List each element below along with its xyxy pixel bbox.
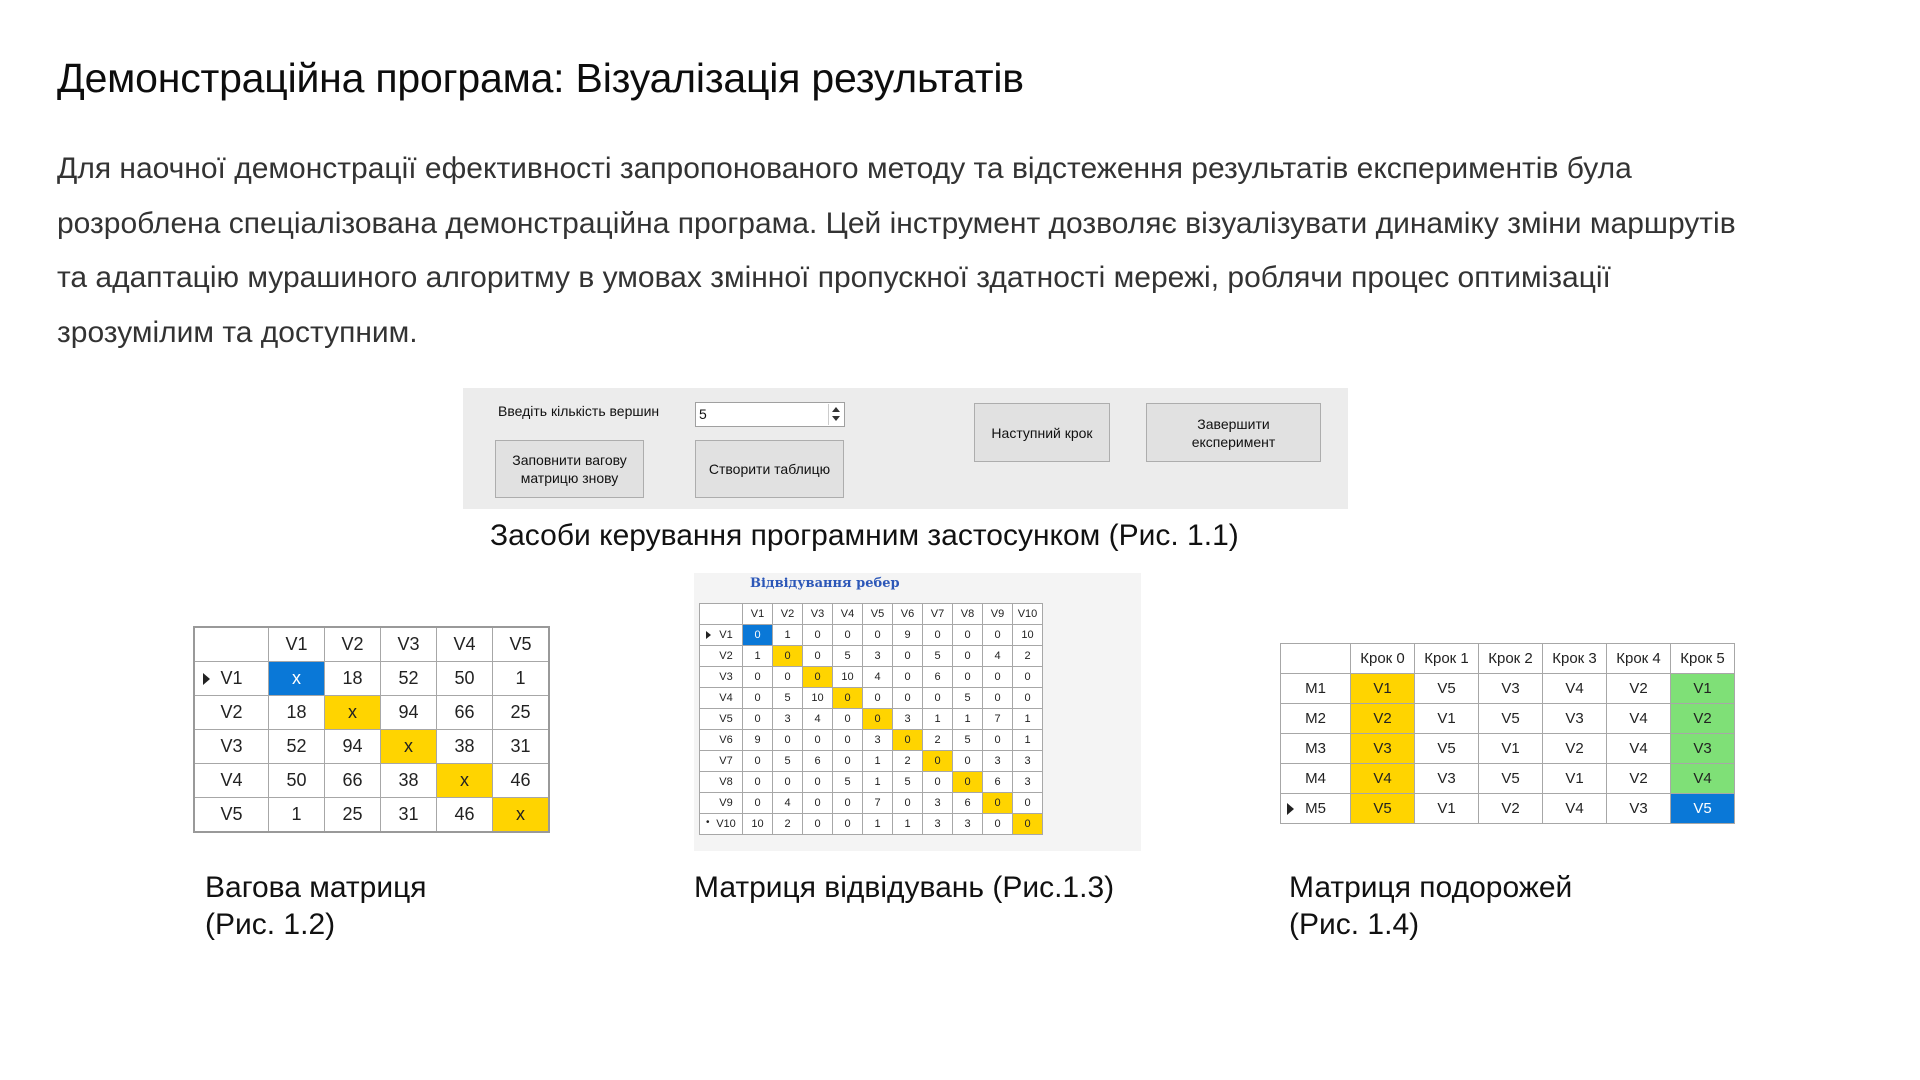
table-cell[interactable]: 0 [833,730,863,751]
table-row [700,625,1043,646]
table-cell[interactable]: V4 [1543,794,1607,824]
table-cell[interactable]: 0 [923,625,953,646]
table-cell[interactable]: 2 [923,730,953,751]
vertex-count-stepper[interactable] [695,402,845,427]
table-cell[interactable]: 2 [773,814,803,835]
row-header: V4 [700,688,743,709]
table-cell[interactable]: 1 [893,814,923,835]
column-header: Крок 1 [1415,644,1479,674]
current-row-arrow-icon [706,631,711,639]
table-cell[interactable]: 0 [953,625,983,646]
column-header: Крок 0 [1351,644,1415,674]
table-cell[interactable]: 0 [743,772,773,793]
stepper-down-icon[interactable] [832,416,840,421]
table-cell[interactable]: 7 [983,709,1013,730]
table-cell[interactable]: 3 [863,646,893,667]
table-cell[interactable]: V1 [1543,764,1607,794]
table-cell[interactable]: 0 [803,646,833,667]
table-cell[interactable]: 6 [923,667,953,688]
new-row-dot-icon: • [706,817,710,828]
table-cell[interactable]: x [493,798,550,833]
table-cell[interactable]: V3 [1543,704,1607,734]
table-cell[interactable]: 0 [983,688,1013,709]
table-cell[interactable]: 0 [953,751,983,772]
table-cell[interactable]: 66 [437,696,493,730]
table-cell[interactable]: 2 [893,751,923,772]
table-cell[interactable]: 0 [953,646,983,667]
table-cell[interactable]: V1 [1479,734,1543,764]
column-header: V5 [863,604,893,625]
table-cell[interactable]: 94 [381,696,437,730]
table-cell[interactable]: 0 [743,688,773,709]
table-row [700,667,1043,688]
column-header: V2 [773,604,803,625]
table-cell[interactable]: 0 [803,814,833,835]
table-row [194,798,549,833]
table-cell[interactable]: 7 [863,793,893,814]
table-cell[interactable]: 0 [893,793,923,814]
table-cell[interactable]: 1 [773,625,803,646]
stepper-up-icon[interactable] [832,407,840,412]
column-header: V4 [833,604,863,625]
column-header: Крок 5 [1671,644,1735,674]
column-header: V7 [923,604,953,625]
table-cell[interactable]: V5 [1415,734,1479,764]
table-cell[interactable]: 0 [743,625,773,646]
table-cell[interactable]: 0 [983,667,1013,688]
table-row [1281,734,1735,764]
table-cell[interactable]: 6 [803,751,833,772]
table-cell[interactable]: 9 [893,625,923,646]
visits-matrix-table [699,603,1043,835]
travel-matrix-table [1280,643,1735,824]
table-cell[interactable]: 3 [863,730,893,751]
table-row [194,764,549,798]
table-cell[interactable]: 5 [773,688,803,709]
table-cell[interactable]: V4 [1607,734,1671,764]
table-cell[interactable]: 1 [863,814,893,835]
table-cell[interactable]: 5 [773,751,803,772]
table-cell[interactable]: 0 [803,772,833,793]
table-cell[interactable]: 1 [493,662,550,696]
caption-line: (Рис. 1.4) [1289,908,1420,941]
table-cell[interactable]: 0 [773,730,803,751]
table-cell[interactable]: V3 [1607,794,1671,824]
next-step-button[interactable]: Наступний крок [974,403,1110,462]
table-cell[interactable]: 0 [803,625,833,646]
table-cell[interactable]: 5 [923,646,953,667]
table-cell[interactable]: 0 [773,646,803,667]
table-cell[interactable]: V4 [1543,674,1607,704]
table-cell[interactable]: 3 [1013,751,1043,772]
vertex-count-value: 5 [699,406,707,422]
corner-cell [194,627,269,662]
table-cell[interactable]: V5 [1415,674,1479,704]
table-header-row [194,627,549,662]
column-header: Крок 4 [1607,644,1671,674]
table-cell[interactable]: x [325,696,381,730]
table-cell[interactable]: 50 [437,662,493,696]
row-header: V2 [700,646,743,667]
table-row [700,730,1043,751]
table-cell[interactable]: 0 [863,709,893,730]
table-row [700,772,1043,793]
table-cell[interactable]: 5 [953,688,983,709]
table-cell[interactable]: V1 [1415,794,1479,824]
table-cell[interactable]: 1 [1013,709,1043,730]
table-cell[interactable]: 3 [983,751,1013,772]
row-header: M5 [1281,794,1351,824]
row-header: V4 [194,764,269,798]
table-cell[interactable]: V5 [1479,764,1543,794]
column-header: V2 [325,627,381,662]
table-cell[interactable]: 25 [493,696,550,730]
table-cell[interactable]: 18 [269,696,325,730]
table-cell[interactable]: 0 [983,730,1013,751]
table-row [1281,764,1735,794]
row-header: V7 [700,751,743,772]
finish-experiment-button[interactable]: Завершити експеримент [1146,403,1321,462]
table-cell[interactable]: 0 [923,772,953,793]
table-cell[interactable]: 0 [803,730,833,751]
table-cell[interactable]: V4 [1607,704,1671,734]
table-cell[interactable]: V1 [1415,704,1479,734]
table-cell[interactable]: 0 [743,751,773,772]
column-header: Крок 2 [1479,644,1543,674]
table-cell[interactable]: 0 [893,730,923,751]
table-cell[interactable]: 0 [743,793,773,814]
table-cell[interactable]: 0 [893,646,923,667]
table-cell[interactable]: 0 [833,625,863,646]
page-title: Демонстраційна програма: Візуалізація результатів [57,55,1024,101]
caption-fig-1-2 [205,869,427,943]
table-row [700,751,1043,772]
table-cell[interactable]: 10 [743,814,773,835]
row-header: V5 [700,709,743,730]
refill-weight-matrix-button[interactable]: Заповнити вагову матрицю знову [495,440,644,498]
table-cell[interactable]: 0 [893,667,923,688]
table-cell[interactable]: 4 [803,709,833,730]
table-cell[interactable]: 1 [743,646,773,667]
table-cell[interactable]: V5 [1351,794,1415,824]
table-cell[interactable]: V5 [1671,794,1735,824]
paragraph-line: зрозумілим та доступним. [57,315,418,349]
table-cell[interactable]: V2 [1351,704,1415,734]
table-cell[interactable]: 0 [1013,688,1043,709]
row-header: V3 [700,667,743,688]
table-cell[interactable]: V2 [1479,794,1543,824]
table-cell[interactable]: 46 [437,798,493,833]
table-row [194,662,549,696]
table-cell[interactable]: 9 [743,730,773,751]
caption-line: Матриця подорожей [1289,871,1573,904]
row-header: V6 [700,730,743,751]
table-cell[interactable]: 52 [269,730,325,764]
table-cell[interactable]: 5 [953,730,983,751]
table-cell[interactable]: 3 [923,793,953,814]
caption-fig-1-3: Матриця відвідувань (Рис.1.3) [694,871,1115,904]
table-cell[interactable]: 3 [773,709,803,730]
table-cell[interactable]: 6 [953,793,983,814]
table-cell[interactable]: 6 [983,772,1013,793]
table-cell[interactable]: V3 [1671,734,1735,764]
column-header: V4 [437,627,493,662]
column-header: V10 [1013,604,1043,625]
table-header-row [1281,644,1735,674]
row-header: V8 [700,772,743,793]
table-cell[interactable]: 0 [1013,793,1043,814]
table-cell[interactable]: 1 [923,709,953,730]
table-cell[interactable]: 0 [803,667,833,688]
table-cell[interactable]: 0 [773,772,803,793]
table-cell[interactable]: V4 [1671,764,1735,794]
table-cell[interactable]: 10 [833,667,863,688]
row-header: V3 [194,730,269,764]
table-cell[interactable]: 0 [983,793,1013,814]
paragraph-line: та адаптацію мурашиного алгоритму в умовах змінної пропускної здатності мережі, роблячи процес оптимізації [57,261,1611,294]
table-cell[interactable]: 0 [863,625,893,646]
table-cell[interactable]: 0 [863,688,893,709]
column-header: V6 [893,604,923,625]
table-cell[interactable]: 4 [863,667,893,688]
table-row [700,793,1043,814]
column-header: V9 [983,604,1013,625]
table-cell[interactable]: 5 [833,646,863,667]
table-cell[interactable]: 25 [325,798,381,833]
table-cell[interactable]: 31 [493,730,550,764]
table-cell[interactable]: x [269,662,325,696]
table-row [194,730,549,764]
table-cell[interactable]: 0 [743,709,773,730]
table-cell[interactable]: 10 [803,688,833,709]
row-header: • V10 [700,814,743,835]
table-cell[interactable]: 38 [437,730,493,764]
visits-matrix-panel [694,573,1141,851]
caption-line: Вагова матриця [205,871,427,904]
table-cell[interactable]: 0 [1013,814,1043,835]
table-cell[interactable]: 3 [923,814,953,835]
table-cell[interactable]: V2 [1607,674,1671,704]
table-cell[interactable]: V2 [1607,764,1671,794]
current-row-arrow-icon [203,673,210,685]
table-row [1281,674,1735,704]
table-cell[interactable]: 0 [833,751,863,772]
row-header: M1 [1281,674,1351,704]
table-cell[interactable]: 2 [1013,646,1043,667]
table-cell[interactable]: 18 [325,662,381,696]
table-row [700,814,1043,835]
column-header: V8 [953,604,983,625]
table-cell[interactable]: 1 [863,751,893,772]
column-header: V5 [493,627,550,662]
table-cell[interactable]: 50 [269,764,325,798]
column-header: Крок 3 [1543,644,1607,674]
table-cell[interactable]: V3 [1479,674,1543,704]
table-cell[interactable]: 0 [983,625,1013,646]
table-cell[interactable]: 0 [923,751,953,772]
table-cell[interactable]: x [437,764,493,798]
table-header-row [700,604,1043,625]
table-cell[interactable]: 0 [1013,667,1043,688]
table-cell[interactable]: 4 [983,646,1013,667]
table-cell[interactable]: 0 [833,709,863,730]
table-cell[interactable]: 31 [381,798,437,833]
table-cell[interactable]: x [381,730,437,764]
caption-line: (Рис. 1.2) [205,908,336,941]
column-header: V1 [269,627,325,662]
table-cell[interactable]: 0 [923,688,953,709]
row-header: M4 [1281,764,1351,794]
table-cell[interactable]: 3 [1013,772,1043,793]
row-header: M3 [1281,734,1351,764]
table-cell[interactable]: V2 [1543,734,1607,764]
table-cell[interactable]: 1 [269,798,325,833]
table-cell[interactable]: V3 [1415,764,1479,794]
row-header: M2 [1281,704,1351,734]
table-cell[interactable]: 0 [893,688,923,709]
table-cell[interactable]: 0 [983,814,1013,835]
table-cell[interactable]: 0 [803,793,833,814]
table-row [1281,704,1735,734]
table-cell[interactable]: 5 [893,772,923,793]
table-cell[interactable]: 5 [833,772,863,793]
corner-cell [700,604,743,625]
table-row [700,646,1043,667]
table-cell[interactable]: 0 [953,772,983,793]
table-row [1281,794,1735,824]
description-paragraph [57,142,1887,360]
current-row-arrow-icon [1287,803,1294,815]
table-cell[interactable]: 3 [893,709,923,730]
row-header: V1 [194,662,269,696]
table-cell[interactable]: 0 [743,667,773,688]
caption-fig-1-1: Засоби керування програмним застосунком (Рис. 1.1) [490,519,1239,552]
table-cell[interactable]: V5 [1479,704,1543,734]
table-cell[interactable]: V4 [1351,764,1415,794]
column-header: V3 [803,604,833,625]
table-cell[interactable]: V1 [1351,674,1415,704]
paragraph-line: розроблена спеціалізована демонстраційна програма. Цей інструмент дозволяє візуалізувати динаміку зміни маршрутів [57,206,1736,240]
stepper-arrows[interactable] [828,404,843,425]
table-cell[interactable]: 0 [833,793,863,814]
table-row [700,709,1043,730]
row-header: V5 [194,798,269,833]
table-cell[interactable]: V1 [1671,674,1735,704]
table-cell[interactable]: V2 [1671,704,1735,734]
table-cell[interactable]: 46 [493,764,550,798]
control-panel-screenshot [463,388,1348,509]
caption-fig-1-4 [1289,869,1572,943]
row-header: V2 [194,696,269,730]
table-cell[interactable]: 0 [953,667,983,688]
weight-matrix-table [193,626,550,833]
table-cell[interactable]: 0 [773,667,803,688]
table-cell[interactable]: 1 [1013,730,1043,751]
table-cell[interactable]: 1 [863,772,893,793]
row-header: V1 [700,625,743,646]
table-cell[interactable]: 10 [1013,625,1043,646]
column-header: V1 [743,604,773,625]
create-table-button[interactable]: Створити таблицю [695,440,844,498]
table-cell[interactable]: 52 [381,662,437,696]
table-cell[interactable]: 94 [325,730,381,764]
column-header: V3 [381,627,437,662]
row-header: V9 [700,793,743,814]
table-row [700,688,1043,709]
table-cell[interactable]: V3 [1351,734,1415,764]
table-cell[interactable]: 0 [833,814,863,835]
vertex-count-label: Введіть кількість вершин [498,403,660,419]
table-row [194,696,549,730]
table-cell[interactable]: 3 [953,814,983,835]
table-cell[interactable]: 66 [325,764,381,798]
paragraph-line: Для наочної демонстрації ефективності запропонованого методу та відстеження результатів експериментів була [57,152,1632,185]
table-cell[interactable]: 0 [833,688,863,709]
table-cell[interactable]: 4 [773,793,803,814]
corner-cell [1281,644,1351,674]
visits-matrix-heading: Відвідування ребер [750,576,900,591]
table-cell[interactable]: 38 [381,764,437,798]
table-cell[interactable]: 1 [953,709,983,730]
